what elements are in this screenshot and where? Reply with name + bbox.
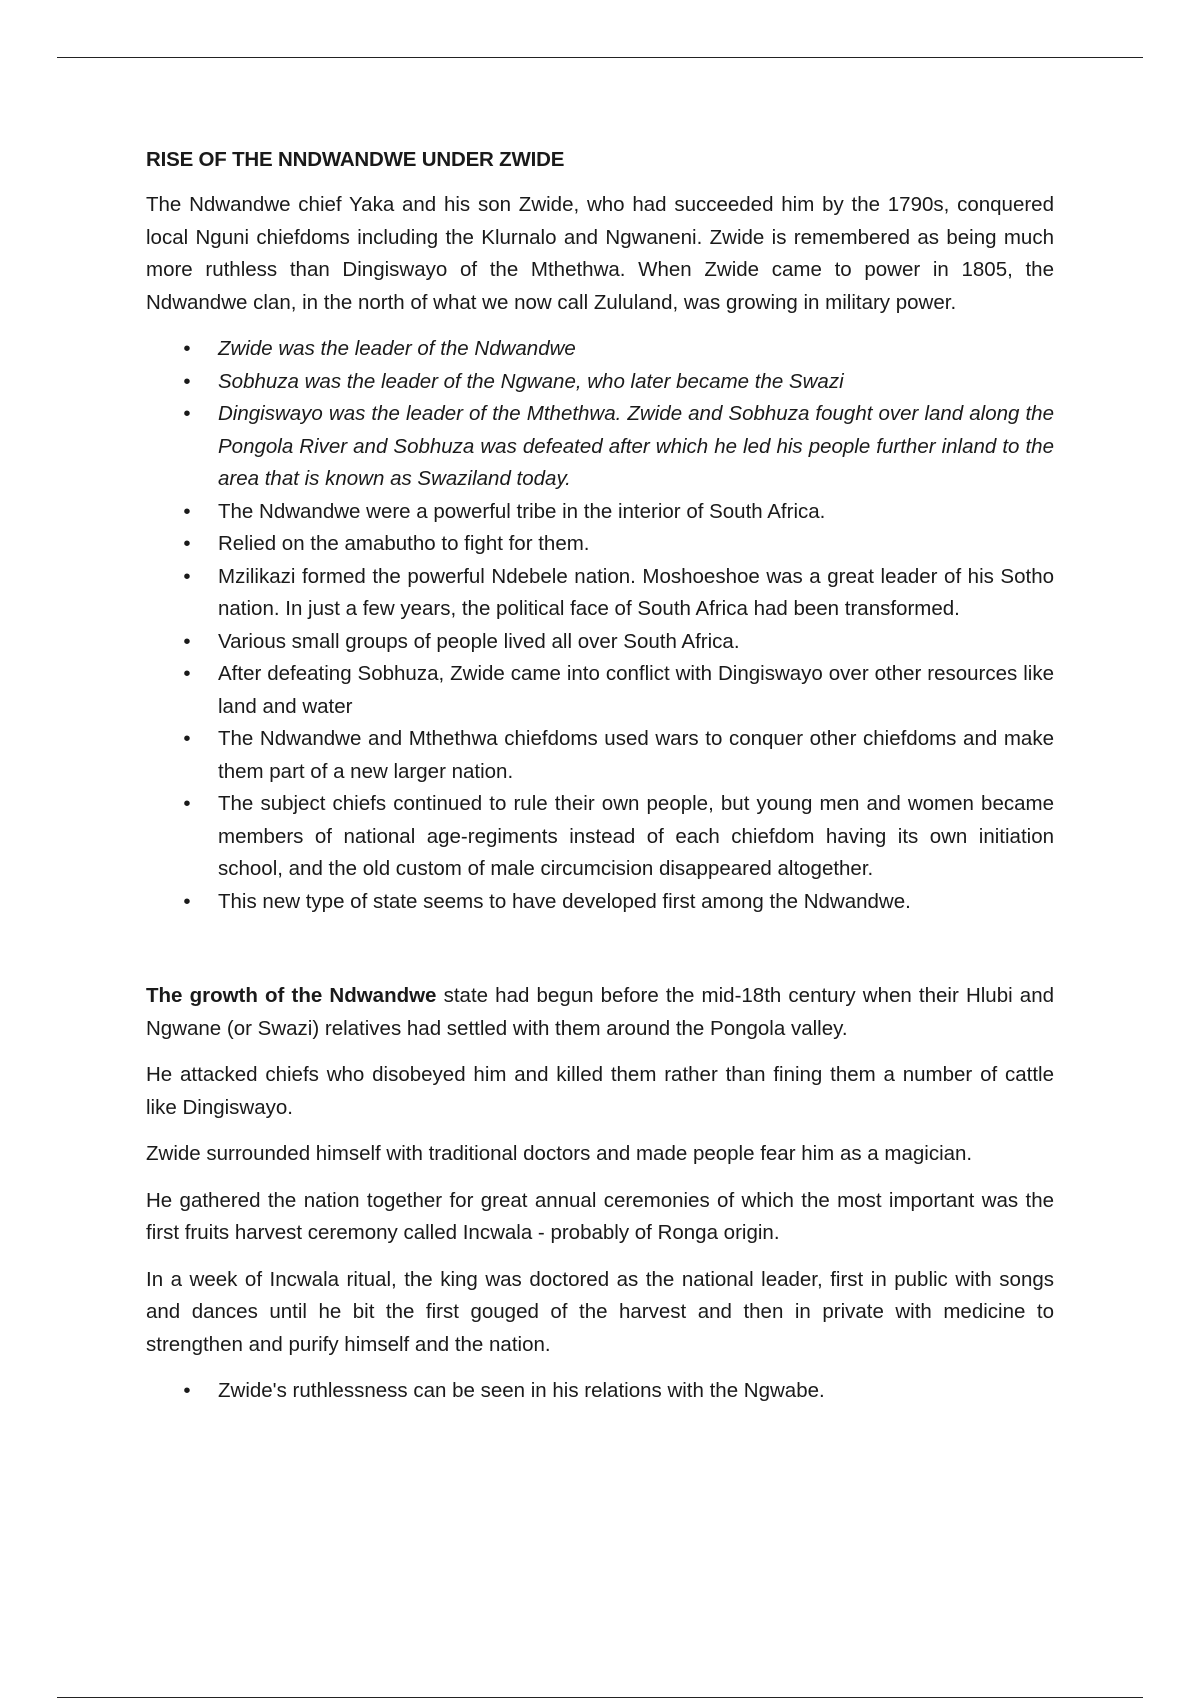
list-item: • Various small groups of people lived all over South Africa. — [146, 626, 1054, 659]
growth-rest: state had begun before the mid-18th century when their Hlubi and Ngwane (or Swazi) relatives had settled with them around the Pongola valley. — [146, 984, 1054, 1040]
list-item: • The Ndwandwe were a powerful tribe in the interior of South Africa. — [146, 496, 1054, 529]
list-item: • After defeating Sobhuza, Zwide came into conflict with Dingiswayo over other resources like land and water — [146, 658, 1054, 723]
bullet-icon: • — [183, 564, 191, 588]
list-item: • The Ndwandwe and Mthethwa chiefdoms used wars to conquer other chiefdoms and make them part of a new larger nation. — [146, 723, 1054, 788]
list-item: • Zwide was the leader of the Ndwandwe — [146, 333, 1054, 366]
final-list — [146, 1375, 1054, 1408]
list-item: • This new type of state seems to have developed first among the Ndwandwe. — [146, 886, 1054, 919]
document-body — [146, 145, 1054, 1408]
list-item: • Dingiswayo was the leader of the Mthethwa. Zwide and Sobhuza fought over land along the Pongola River and Sobhuza was defeated after which he led his people further inland to the area that is known as Swaziland today. — [146, 398, 1054, 496]
bullet-icon: • — [183, 889, 191, 913]
growth-paragraph — [146, 980, 1054, 1045]
intro-paragraph: The Ndwandwe chief Yaka and his son Zwide, who had succeeded him by the 1790s, conquered local Nguni chiefdoms including the Klurnalo and Ngwaneni. Zwide is remembered as being much more ruthless than Dingiswayo of the Mthethwa. When Zwide came to power in 1805, the Ndwandwe clan, in the north of what we now call Zululand, was growing in military power. — [146, 193, 1054, 314]
list-item: • Relied on the amabutho to fight for them. — [146, 528, 1054, 561]
facts-list — [146, 496, 1054, 919]
section-spacer — [146, 918, 1054, 980]
list-item: • The subject chiefs continued to rule their own people, but young men and women became members of national age-regiments instead of each chiefdom having its own initiation school, and the old custom of male circumcision disappeared altogether. — [146, 788, 1054, 886]
bullet-icon: • — [183, 629, 191, 653]
paragraph-attacks: He attacked chiefs who disobeyed him and killed them rather than fining them a number of cattle like Dingiswayo. — [146, 1063, 1054, 1119]
paragraph-ceremonies: He gathered the nation together for great annual ceremonies of which the most important was the first fruits harvest ceremony called Incwala - probably of Ronga origin. — [146, 1188, 1054, 1244]
list-item: • Sobhuza was the leader of the Ngwane, who later became the Swazi — [146, 366, 1054, 399]
bullet-icon: • — [183, 1379, 191, 1402]
bullet-icon: • — [183, 662, 191, 685]
page-title: RISE OF THE NNDWANDWE UNDER ZWIDE — [146, 148, 565, 171]
top-rule — [57, 57, 1143, 58]
bullet-icon: • — [183, 792, 191, 815]
leaders-list — [146, 333, 1054, 496]
growth-lead: The growth of the Ndwandwe — [146, 984, 437, 1007]
bullet-icon: • — [183, 727, 191, 750]
bottom-rule — [57, 1697, 1143, 1698]
bullet-icon: • — [183, 337, 191, 360]
bullet-icon: • — [183, 532, 191, 555]
paragraph-incwala: In a week of Incwala ritual, the king was doctored as the national leader, first in public with songs and dances until he bit the first gouged of the harvest and then in private with medicine to strengthen and purify himself and the nation. — [146, 1267, 1054, 1356]
paragraph-doctors: Zwide surrounded himself with traditional doctors and made people fear him as a magician. — [146, 1142, 973, 1165]
list-item: • Zwide's ruthlessness can be seen in his relations with the Ngwabe. — [146, 1375, 1054, 1408]
bullet-icon: • — [183, 369, 191, 393]
bullet-icon: • — [183, 499, 191, 523]
bullet-icon: • — [183, 402, 191, 425]
list-item: • Mzilikazi formed the powerful Ndebele nation. Moshoeshoe was a great leader of his Sotho nation. In just a few years, the political face of South Africa had been transformed. — [146, 561, 1054, 626]
